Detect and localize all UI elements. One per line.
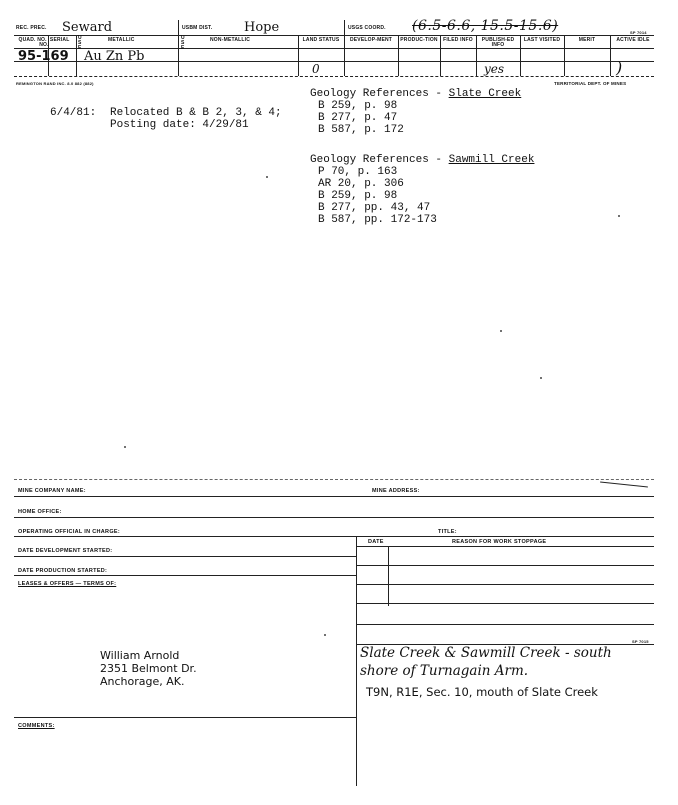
ref-item: AR 20, p. 306: [318, 178, 404, 190]
ref-item: B 587, pp. 172-173: [318, 214, 437, 226]
sawmill-heading: Geology References - Sawmill Creek: [310, 154, 535, 166]
col-use-1: U S E: [78, 35, 82, 51]
col-land-status: LAND STATUS: [302, 37, 340, 43]
rec-prec-label: REC. PREC.: [16, 25, 47, 31]
owner-city: Anchorage, AK.: [100, 675, 185, 688]
col-production: PRODUC-TION: [400, 37, 438, 43]
quad-serial-value: 95-169: [18, 49, 69, 64]
owner-street: 2351 Belmont Dr.: [100, 662, 197, 675]
ref-item: B 277, pp. 43, 47: [318, 202, 431, 214]
col-active-idle: ACTIVE IDLE: [616, 37, 650, 43]
location-hand-1: Slate Creek & Sawmill Creek - south: [360, 645, 612, 661]
location-typed: T9N, R1E, Sec. 10, mouth of Slate Creek: [366, 685, 598, 699]
ref-item: P 70, p. 163: [318, 166, 398, 178]
col-merit: MERIT: [578, 37, 596, 43]
ref-item: B 259, p. 98: [318, 100, 398, 112]
note-line-2: Posting date: 4/29/81: [110, 119, 249, 131]
title-label: TITLE:: [438, 529, 457, 535]
date-production-label: DATE PRODUCTION STARTED:: [18, 568, 108, 574]
land-status-value: 0: [312, 62, 320, 76]
operating-official-label: OPERATING OFFICIAL IN CHARGE:: [18, 529, 120, 535]
form-number-top: SP 7014: [630, 30, 647, 35]
usgs-coord-label: USGS COORD.: [348, 25, 386, 31]
col-filed-info: FILED INFO: [443, 37, 473, 43]
published-info-value: yes: [484, 62, 505, 76]
note-line-1: Relocated B & B 2, 3, & 4;: [110, 107, 282, 119]
ref-item: B 259, p. 98: [318, 190, 398, 202]
col-development: DEVELOP-MENT: [349, 37, 393, 43]
date-development-label: DATE DEVELOPMENT STARTED:: [18, 548, 113, 554]
col-nonmetallic: NON-METALLIC: [210, 37, 251, 43]
reason-label: REASON FOR WORK STOPPAGE: [452, 539, 547, 545]
form-number-bottom: SP 7015: [632, 639, 649, 644]
metallic-value: Au Zn Pb: [84, 49, 145, 64]
col-use-2: U S E: [181, 35, 185, 51]
dept-note: TERRITORIAL DEPT. OF MINES: [554, 81, 627, 86]
home-office-label: HOME OFFICE:: [18, 509, 62, 515]
mine-company-label: MINE COMPANY NAME:: [18, 488, 86, 494]
date-col-label: DATE: [368, 539, 384, 545]
col-last-visited: LAST VISITED: [523, 37, 561, 43]
slate-heading: Geology References - Slate Creek: [310, 88, 522, 100]
usbm-dist-value: Hope: [244, 20, 280, 35]
note-date: 6/4/81:: [50, 107, 97, 119]
rec-prec-value: Seward: [62, 20, 113, 35]
usbm-dist-label: USBM DIST.: [182, 25, 213, 31]
col-published-info: PUBLISH-ED INFO: [481, 37, 515, 48]
ref-item: B 587, p. 172: [318, 124, 404, 136]
location-hand-2: shore of Turnagain Arm.: [360, 663, 529, 679]
col-metallic: METALLIC: [108, 37, 135, 43]
comments-label: COMMENTS:: [18, 723, 55, 729]
col-quad-serial: QUAD. NO. SERIAL NO.: [18, 37, 70, 48]
active-idle-mark: ): [616, 58, 623, 77]
ref-item: B 277, p. 47: [318, 112, 398, 124]
owner-name: William Arnold: [100, 649, 180, 662]
mine-address-label: MINE ADDRESS:: [372, 488, 420, 494]
printer-note: REMINGTON RAND INC. 8.0 882 (882): [16, 81, 94, 86]
leases-label: LEASES & OFFERS — TERMS OF:: [18, 581, 117, 587]
usgs-coord-value: (6.5-6.6, 15.5-15.6): [412, 18, 559, 34]
